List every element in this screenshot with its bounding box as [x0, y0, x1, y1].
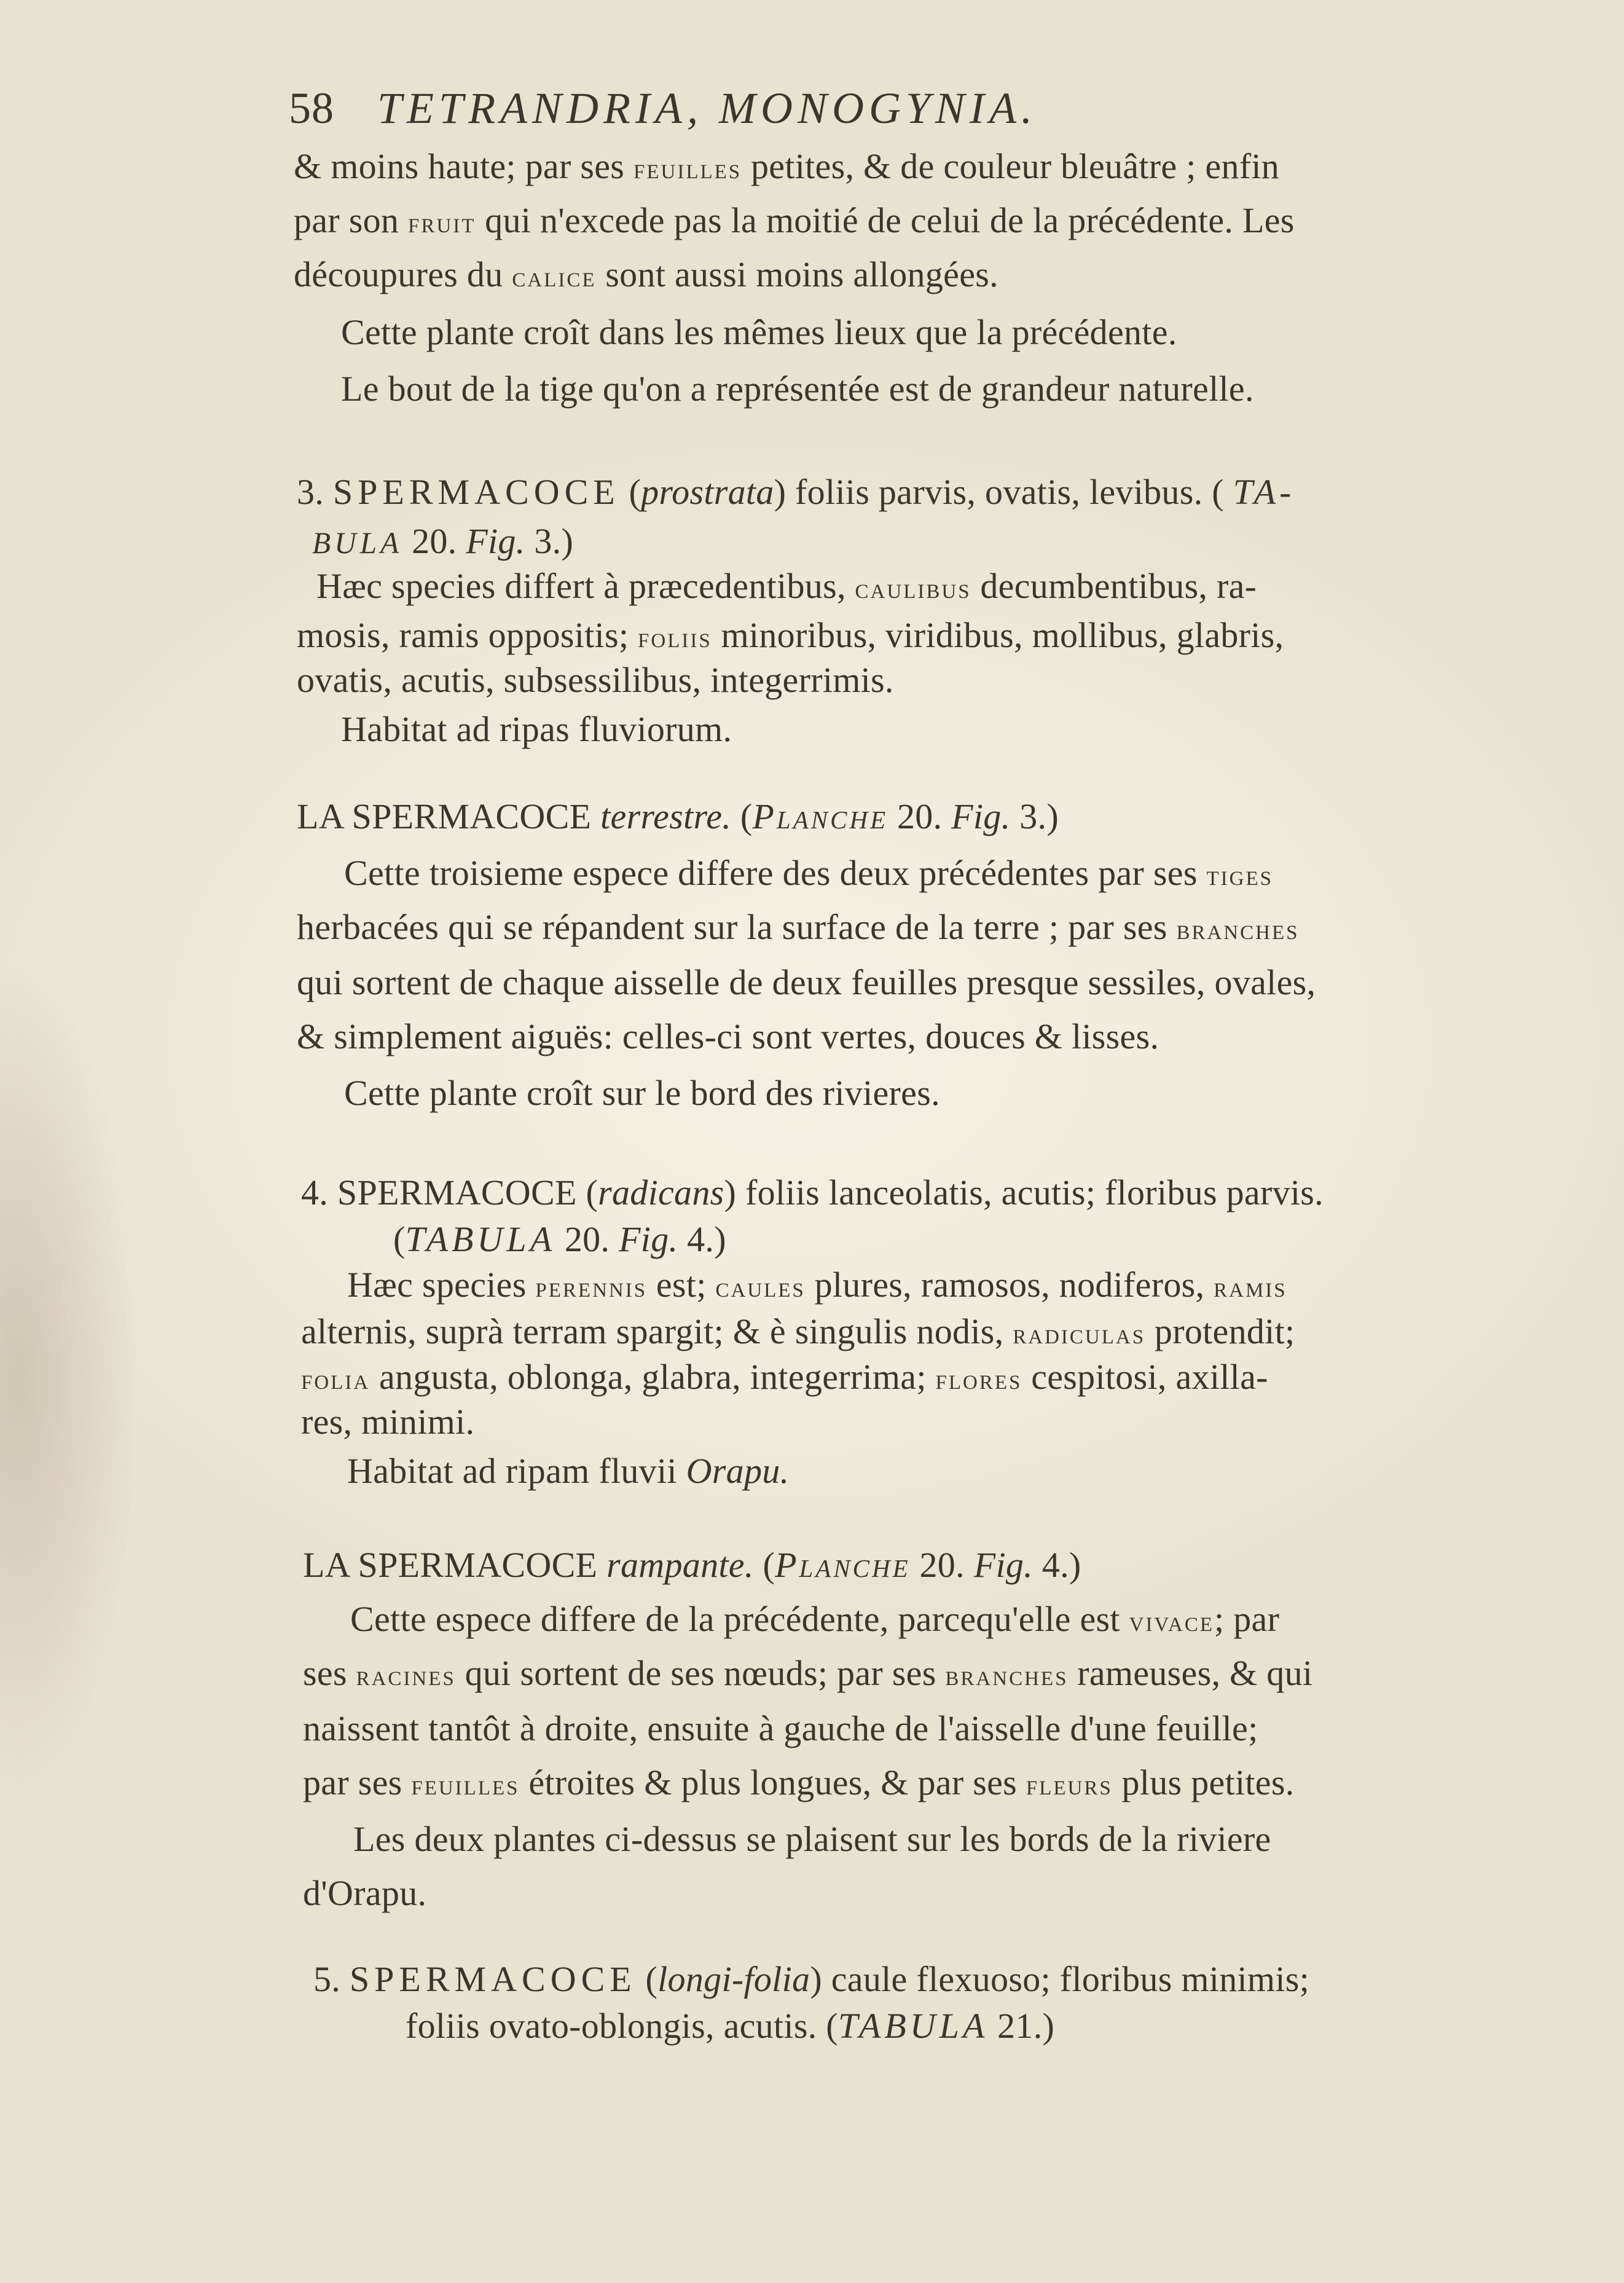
- species-4-heading-cont: (TABULA 20. Fig. 4.): [393, 1219, 726, 1259]
- species-4-desc-1: Hæc species perennis est; caules plures, ramosos, nodiferos, ramis: [347, 1265, 1287, 1305]
- intro-line-4: Cette plante croît dans les mêmes lieux que la précédente.: [341, 312, 1177, 352]
- species-3-desc-1: Hæc species differt à præcedentibus, caulibus decumbentibus, ra-: [316, 566, 1257, 606]
- french-3-habitat: Cette plante croît sur le bord des rivieres.: [344, 1073, 940, 1113]
- species-3-desc-3: ovatis, acutis, subsessilibus, integerrimis.: [297, 660, 894, 700]
- species-3-heading-cont: BULA 20. Fig. 3.): [312, 521, 574, 561]
- page-number: 58: [289, 84, 334, 133]
- french-4-desc-3: naissent tantôt à droite, ensuite à gauche de l'aisselle d'une feuille;: [303, 1708, 1258, 1748]
- french-3-desc-2: herbacées qui se répandent sur la surface de la terre ; par ses branches: [297, 907, 1300, 947]
- french-3-heading: LA SPERMACOCE terrestre. (Planche 20. Fig. 3.): [297, 796, 1059, 836]
- french-4-desc-1: Cette espece differe de la précédente, parcequ'elle est vivace; par: [350, 1599, 1280, 1639]
- species-3-habitat: Habitat ad ripas fluviorum.: [341, 709, 732, 749]
- species-4-habitat: Habitat ad ripam fluvii Orapu.: [347, 1451, 790, 1491]
- french-4-desc-4: par ses feuilles étroites & plus longues, & par ses fleurs plus petites.: [303, 1762, 1295, 1802]
- french-4-desc-6: d'Orapu.: [303, 1873, 427, 1913]
- intro-line-2: par son fruit qui n'excede pas la moitié de celui de la précédente. Les: [294, 200, 1295, 240]
- running-title: TETRANDRIA, MONOGYNIA.: [377, 84, 1037, 133]
- french-4-heading: LA SPERMACOCE rampante. (Planche 20. Fig. 4.): [303, 1545, 1081, 1585]
- species-4-heading: 4. SPERMACOCE (radicans) foliis lanceolatis, acutis; floribus parvis.: [301, 1173, 1324, 1212]
- french-4-desc-2: ses racines qui sortent de ses nœuds; par ses branches rameuses, & qui: [303, 1653, 1313, 1693]
- intro-line-1: & moins haute; par ses feuilles petites, & de couleur bleuâtre ; enfin: [294, 146, 1280, 186]
- page-header: [289, 84, 1037, 133]
- french-3-desc-4: & simplement aiguës: celles-ci sont vertes, douces & lisses.: [297, 1016, 1159, 1056]
- french-3-desc-3: qui sortent de chaque aisselle de deux feuilles presque sessiles, ovales,: [297, 962, 1316, 1002]
- species-3-desc-2: mosis, ramis oppositis; foliis minoribus, viridibus, mollibus, glabris,: [297, 615, 1284, 655]
- species-4-desc-3: folia angusta, oblonga, glabra, integerrima; flores cespitosi, axilla-: [301, 1357, 1268, 1397]
- intro-line-5: Le bout de la tige qu'on a représentée est de grandeur naturelle.: [341, 369, 1254, 409]
- species-4-desc-2: alternis, suprà terram spargit; & è singulis nodis, radiculas protendit;: [301, 1311, 1295, 1351]
- intro-line-3: découpures du calice sont aussi moins allongées.: [294, 254, 998, 294]
- species-5-heading: 5. SPERMACOCE (longi-folia) caule flexuoso; floribus minimis;: [313, 1959, 1310, 1999]
- french-3-desc-1: Cette troisieme espece differe des deux précédentes par ses tiges: [344, 853, 1273, 893]
- species-3-heading: 3. SPERMACOCE (prostrata) foliis parvis, ovatis, levibus. ( TA-: [297, 472, 1295, 512]
- french-4-desc-5: Les deux plantes ci-dessus se plaisent sur les bords de la riviere: [353, 1819, 1271, 1859]
- species-5-heading-cont: foliis ovato-oblongis, acutis. (TABULA 21.): [406, 2006, 1055, 2046]
- species-4-desc-4: res, minimi.: [301, 1402, 475, 1442]
